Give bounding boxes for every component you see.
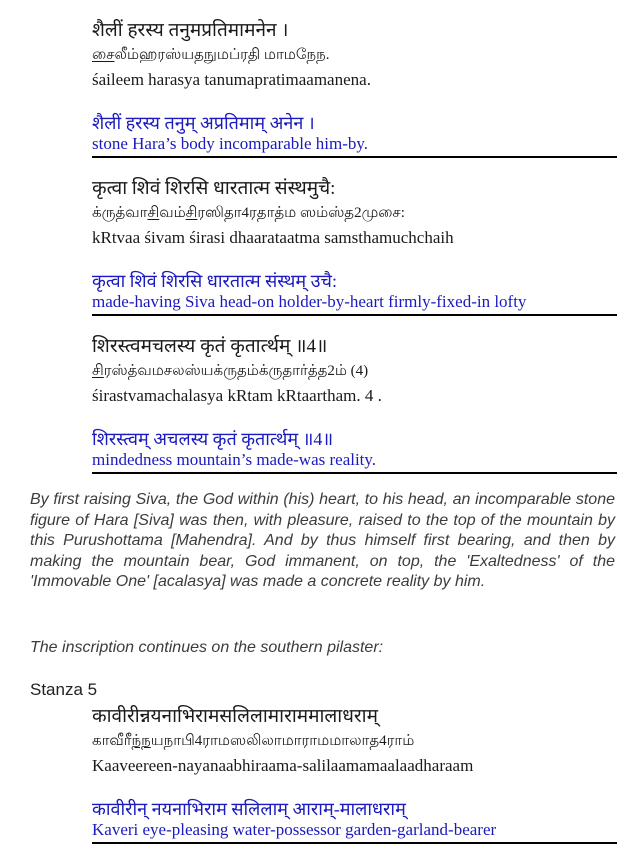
tamil-segment: ரஸ்த்வமசலஸ்யக்ருதம்க்ருதார்த்த2ம் (4) — [103, 363, 369, 379]
stanza-heading: Stanza 5 — [30, 679, 98, 699]
word-split-line: कावीरीन् नयनाभिराम सलिलाम् आराम्-मालाधराम् — [92, 798, 406, 819]
gloss-line: made-having Siva head-on holder-by-heart firmly-fixed-in lofty — [92, 292, 527, 311]
tamil-segment: யநாபி4ராமஸலிலாமாராமமாலாத4ராம் — [150, 732, 415, 749]
devanagari-line: कृत्वा शिवं शिरसि धारतात्म संस्थमुचै: — [92, 178, 336, 199]
verse-block-2 — [92, 176, 617, 249]
tamil-line — [92, 730, 617, 753]
tamil-segment: லீம்ஹரஸ்யதநுமப்ரதி மாமநேந. — [114, 47, 330, 63]
verse-block-1 — [92, 18, 617, 91]
tamil-underlined-segment: சை — [92, 47, 115, 63]
tamil-segment: க்ருத்வா — [92, 205, 148, 221]
commentary-paragraph: By first raising Siva, the God within (his) heart, to his head, an incomparable stone figure of Hara [Siva] was then, with pleasure, raised to the top of the mountain by this Purushottama [Mahendra]. And by thus himself first bearing, and then by making the mountain bear, God immanent, on top, the 'Exaltedness' of the 'Immovable One' [acalasya] was made a concrete reality by him. — [30, 491, 615, 590]
tamil-segment: காவீரீ — [92, 732, 132, 749]
gloss-line: stone Hara’s body incomparable him-by. — [92, 134, 369, 153]
continuation-note: The inscription continues on the southern pilaster: — [30, 638, 384, 656]
gloss-block-1 — [92, 112, 617, 158]
separator-rule — [92, 314, 617, 316]
word-split-line: शिरस्त्वम् अचलस्य कृतं कृतार्त्थम् ॥4॥ — [92, 429, 334, 449]
devanagari-line: कावीरीन्नयनाभिरामसलिलामाराममालाधराम् — [92, 705, 378, 727]
gloss-line: Kaveri eye-pleasing water-possessor garden-garland-bearer — [92, 819, 497, 839]
tamil-line — [92, 202, 617, 225]
word-split-line: कृत्वा शिवं शिरसि धारतात्म संस्थम् उचै: — [92, 271, 337, 291]
transliteration-line: Kaaveereen-nayanaabhiraama-salilaamamaalaadharaam — [92, 755, 474, 775]
gloss-block-3 — [92, 428, 617, 474]
gloss-block-4 — [92, 798, 617, 844]
verse-block-3 — [92, 334, 617, 407]
verse-block-4 — [92, 704, 617, 777]
tamil-underlined-segment: ந்ந — [131, 732, 151, 749]
separator-rule — [92, 842, 617, 844]
transliteration-line: śirastvamachalasya kRtam kRtaartham. 4 . — [92, 386, 382, 405]
transliteration-line: kRtvaa śivam śirasi dhaarataatma samsthamuchchaih — [92, 228, 454, 247]
gloss-line: mindedness mountain’s made-was reality. — [92, 450, 377, 469]
transliteration-line: śaileem harasya tanumapratimaamanena. — [92, 70, 371, 89]
tamil-segment: ரஸிதா4ரதாத்ம ஸம்ஸ்த2முசை: — [197, 205, 405, 221]
tamil-segment: வம் — [159, 205, 186, 221]
tamil-underlined-segment: சி — [92, 363, 104, 379]
separator-rule — [92, 156, 617, 158]
tamil-underlined-segment: சி — [185, 205, 198, 221]
tamil-line — [92, 360, 617, 383]
tamil-underlined-segment: சி — [147, 205, 160, 221]
word-split-line: शैलीं हरस्य तनुम् अप्रतिमाम् अनेन । — [92, 113, 315, 133]
separator-rule — [92, 472, 617, 474]
devanagari-line: शिरस्त्वमचलस्य कृतं कृतार्त्थम् ॥4॥ — [92, 336, 328, 357]
devanagari-line: शैलीं हरस्य तनुमप्रतिमामनेन । — [92, 20, 289, 41]
tamil-line — [92, 44, 617, 67]
gloss-block-2 — [92, 270, 617, 316]
